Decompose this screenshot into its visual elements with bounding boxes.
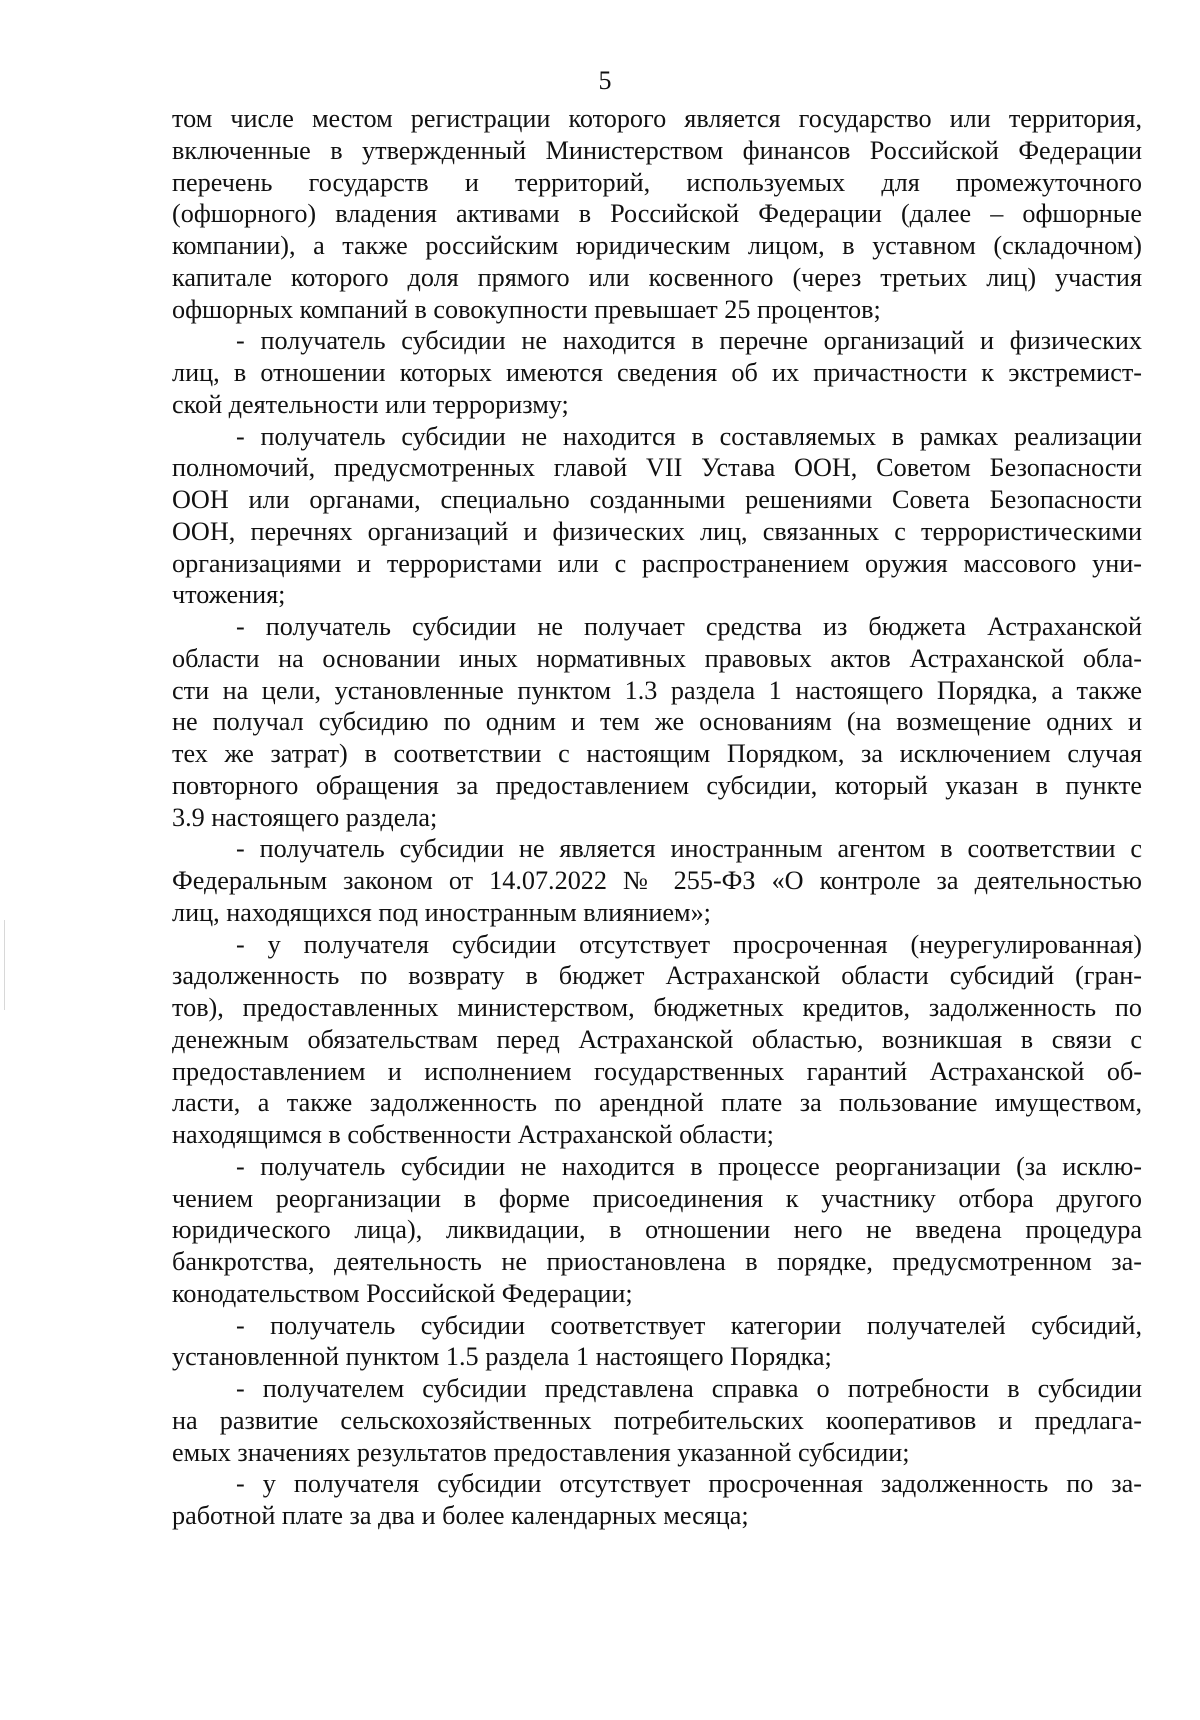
text-line: лиц, в отношении которых имеются сведения об их причастности к экстремист-: [172, 358, 1142, 387]
paragraph: [172, 611, 1142, 833]
text-line: тех же затрат) в соответствии с настоящим Порядком, за исключением случая: [172, 739, 1142, 768]
text-line: ской деятельности или терроризму;: [172, 389, 569, 419]
text-line: ООН, перечнях организаций и физических лиц, связанных с террористическими: [172, 516, 1142, 546]
text-line: - получатель субсидии не получает средства из бюджета Астраханской: [236, 612, 1142, 641]
text-line: - получатель субсидии не находится в перечне организаций и физических: [236, 326, 1142, 356]
text-line: компании), а также российским юридическим лицом, в уставном (складочном): [172, 231, 1142, 260]
text-line: - получатель субсидии не находится в составляемых в рамках реализации: [236, 421, 1142, 451]
paragraph: [172, 1151, 1142, 1310]
text-line: ООН или органами, специально созданными решениями Совета Безопасности: [172, 485, 1142, 514]
paragraph: [172, 421, 1142, 612]
text-line: - получатель субсидии не находится в процессе реорганизации (за исклю-: [236, 1151, 1142, 1181]
text-line: тов), предоставленных министерством, бюджетных кредитов, задолженность по: [172, 993, 1142, 1022]
text-line: ласти, а также задолженность по арендной плате за пользование имуществом,: [172, 1088, 1142, 1118]
text-line: задолженность по возврату в бюджет Астраханской области субсидий (гран-: [172, 961, 1142, 991]
text-line: перечень государств и территорий, используемых для промежуточного: [172, 167, 1142, 197]
text-line: Федеральным законом от 14.07.2022 № 255-ФЗ «О контроле за деятельностью: [172, 866, 1142, 895]
paragraph: [172, 833, 1142, 928]
paragraph: [172, 1373, 1142, 1468]
text-line: предоставлением и исполнением государственных гарантий Астраханской об-: [172, 1056, 1142, 1086]
paragraph: [172, 929, 1142, 1151]
scan-margin-mark: [4, 920, 5, 1010]
text-line: чтожения;: [172, 580, 286, 610]
page-number: 5: [598, 66, 612, 95]
text-line: - получатель субсидии не является иностранным агентом в соответствии с: [236, 834, 1142, 864]
text-line: работной плате за два и более календарных месяца;: [172, 1501, 749, 1530]
paragraph: [172, 1468, 1142, 1532]
paragraph: [172, 325, 1142, 420]
paragraph: [172, 103, 1142, 325]
text-line: - получателем субсидии представлена справка о потребности в субсидии: [236, 1374, 1142, 1403]
text-line: - получатель субсидии соответствует категории получателей субсидий,: [236, 1310, 1142, 1340]
text-line: на развитие сельскохозяйственных потребительских кооперативов и предлага-: [172, 1405, 1142, 1435]
text-line: капитале которого доля прямого или косвенного (через третьих лиц) участия: [172, 262, 1142, 292]
text-line: 3.9 настоящего раздела;: [172, 802, 438, 832]
text-line: юридического лица), ликвидации, в отношении него не введена процедура: [172, 1215, 1142, 1245]
text-line: включенные в утвержденный Министерством финансов Российской Федерации: [172, 135, 1142, 165]
text-line: находящимся в собственности Астраханской области;: [172, 1120, 774, 1149]
document-body: [172, 103, 1142, 1532]
text-line: установленной пунктом 1.5 раздела 1 настоящего Порядка;: [172, 1342, 832, 1372]
text-line: повторного обращения за предоставлением субсидии, который указан в пункте: [172, 770, 1142, 800]
text-line: сти на цели, установленные пунктом 1.3 раздела 1 настоящего Порядка, а также: [172, 675, 1142, 705]
text-line: лиц, находящихся под иностранным влиянием»;: [172, 897, 711, 927]
text-line: не получал субсидию по одним и тем же основаниям (на возмещение одних и: [172, 707, 1142, 737]
text-line: денежным обязательствам перед Астраханской областью, возникшая в связи с: [172, 1024, 1142, 1054]
text-line: организациями и террористами или с распространением оружия массового уни-: [172, 548, 1142, 578]
text-line: чением реорганизации в форме присоединения к участнику отбора другого: [172, 1183, 1142, 1213]
text-line: полномочий, предусмотренных главой VII Устава ООН, Советом Безопасности: [172, 453, 1142, 483]
text-line: офшорных компаний в совокупности превышает 25 процентов;: [172, 294, 881, 324]
text-line: банкротства, деятельность не приостановлена в порядке, предусмотренном за-: [172, 1247, 1142, 1276]
text-line: области на основании иных нормативных правовых актов Астраханской обла-: [172, 643, 1142, 673]
paragraph: [172, 1310, 1142, 1374]
text-line: том числе местом регистрации которого является государство или территория,: [172, 104, 1142, 133]
text-line: - у получателя субсидии отсутствует просроченная задолженность по за-: [236, 1469, 1142, 1499]
text-line: конодательством Российской Федерации;: [172, 1278, 633, 1308]
text-line: - у получателя субсидии отсутствует просроченная (неурегулированная): [236, 929, 1142, 959]
text-line: емых значениях результатов предоставления указанной субсидии;: [172, 1437, 910, 1467]
text-line: (офшорного) владения активами в Российской Федерации (далее – офшорные: [172, 199, 1142, 229]
